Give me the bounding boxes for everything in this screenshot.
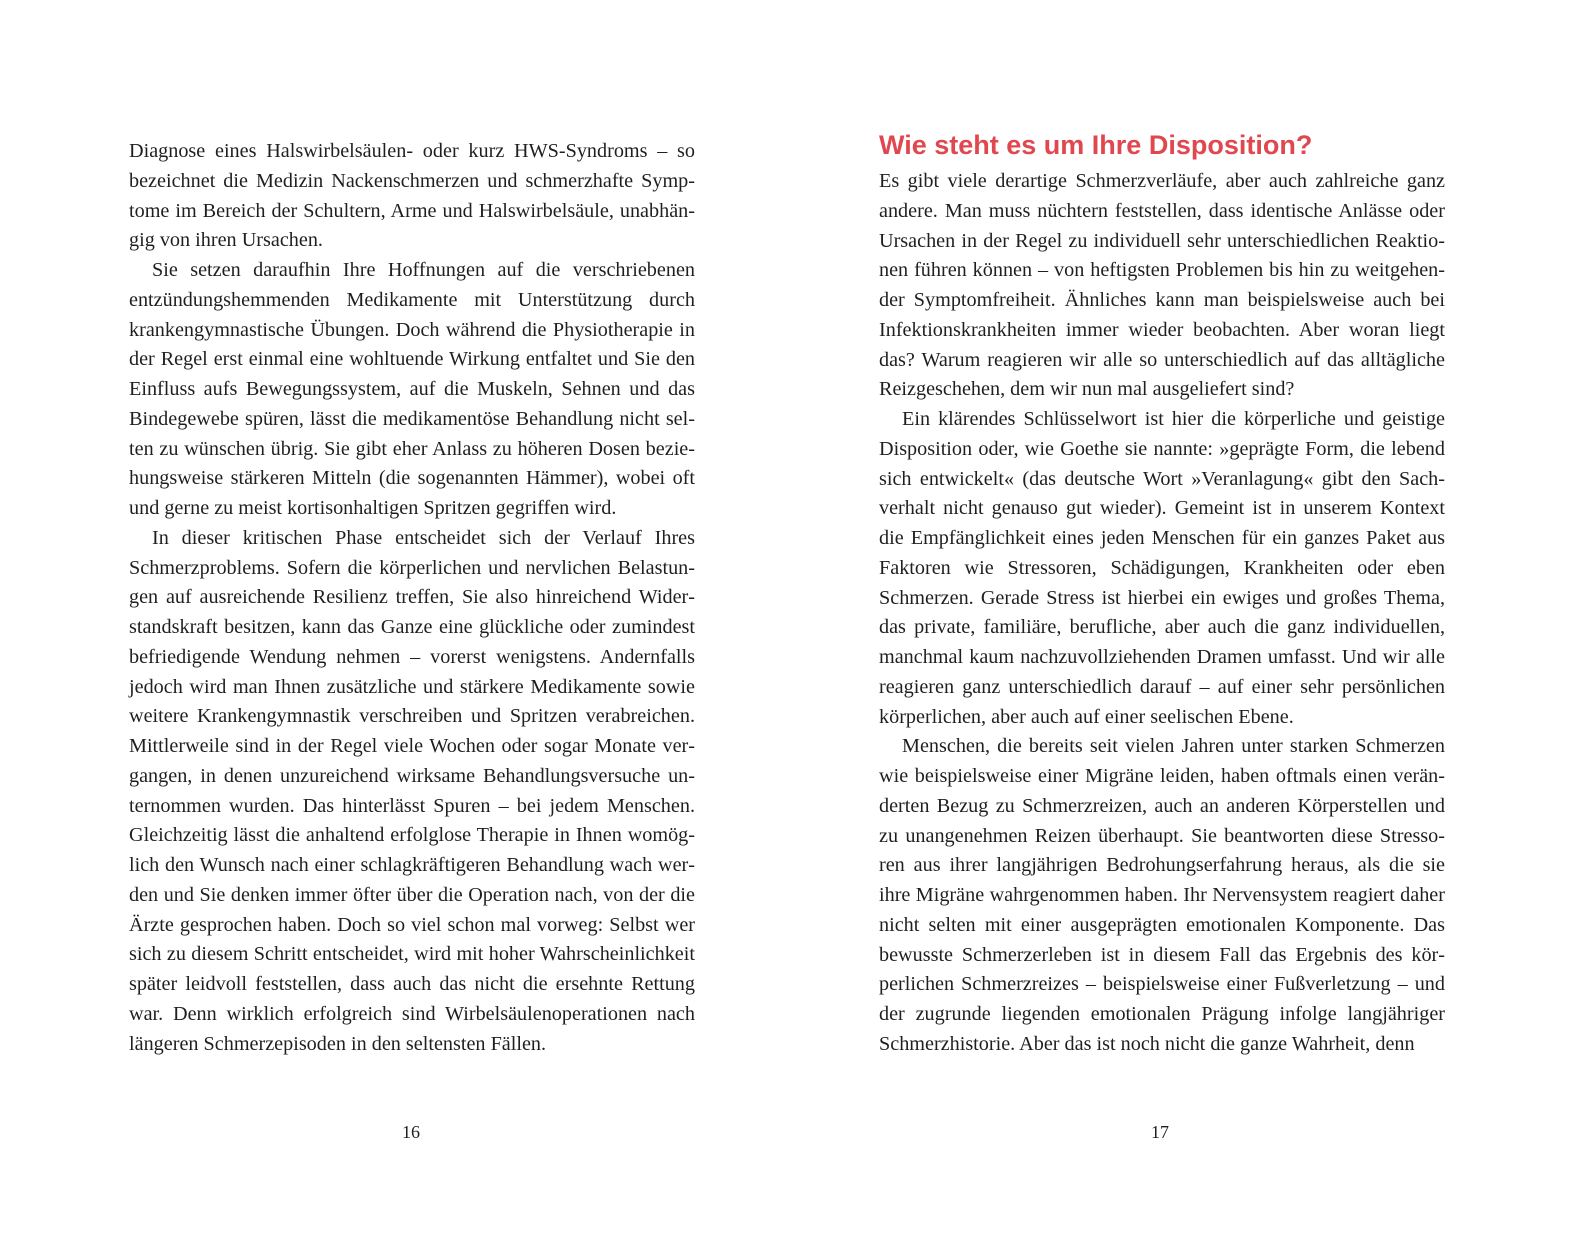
right-page	[797, 0, 1594, 1240]
body-paragraph: In dieser kritischen Phase entscheidet sich der Verlauf Ihres Schmerzproblems. Sofern die körperlichen und nervlichen Belastungen auf ausreichende Resilienz treffen, Sie also hinreichend Widerstandskraft besitzen, kann das Ganze eine glückliche oder zumindest befriedigende Wendung nehmen – vorerst wenigstens. Andernfalls jedoch wird man Ihnen zusätzliche und stärkere Medikamente sowie weitere Krankengymnastik verschreiben und Spritzen verabreichen. Mittlerweile sind in der Regel viele Wochen oder sogar Monate vergangen, in denen unzureichend wirksame Behandlungsversuche unternommen wurden. Das hinterlässt Spuren – bei jedem Menschen. Gleichzeitig lässt die anhaltend erfolglose Therapie in Ihnen womöglich den Wunsch nach einer schlagkräftigeren Behandlung wach werden und Sie denken immer öfter über die Operation nach, von der die Ärzte gesprochen haben. Doch so viel schon mal vorweg: Selbst wer sich zu diesem Schritt entscheidet, wird mit hoher Wahrscheinlichkeit später leidvoll feststellen, dass auch das nicht die ersehnte Rettung war. Denn wirklich erfolgreich sind Wirbelsäulenoperationen nach längeren Schmerzepisoden in den seltensten Fällen.	[129, 526, 695, 1055]
body-paragraph: Diagnose eines Halswirbelsäulen- oder kurz HWS-Syndroms – so bezeichnet die Medizin Nackenschmerzen und schmerzhafte Symptome im Bereich der Schultern, Arme und Halswirbelsäule, unabhängig von ihren Ursachen.	[129, 140, 695, 252]
body-paragraph: Ein klärendes Schlüsselwort ist hier die körperliche und geistige Disposition oder, wie Goethe sie nannte: »geprägte Form, die lebend sich entwickelt« (das deutsche Wort »Veranlagung« gibt den Sachverhalt nicht genauso gut wieder). Gemeint ist in unserem Kontext die Empfänglichkeit eines jeden Menschen für ein ganzes Paket aus Faktoren wie Stressoren, Schädigungen, Krankheiten oder eben Schmerzen. Gerade Stress ist hierbei ein ewiges und großes Thema, das private, familiäre, berufliche, aber auch die ganz individuellen, manchmal kaum nachzuvollziehenden Dramen umfasst. Und wir alle reagieren ganz unterschiedlich darauf – auf einer sehr persönlichen körperlichen, aber auch auf einer seelischen Ebene.	[879, 408, 1445, 728]
body-paragraph: Menschen, die bereits seit vielen Jahren unter starken Schmerzen wie beispielsweise einer Migräne leiden, haben oftmals einen veränderten Bezug zu Schmerzreizen, auch an anderen Körperstellen und zu unangenehmen Reizen überhaupt. Sie beantworten diese Stressoren aus ihrer langjährigen Bedrohungserfahrung heraus, als die sie ihre Migräne wahrgenommen haben. Ihr Nervensystem reagiert daher nicht selten mit einer ausgeprägten emotionalen Komponente. Das bewusste Schmerzerleben ist in diesem Fall das Ergebnis des körperlichen Schmerzreizes – beispielsweise einer Fußverletzung – und der zugrunde liegenden emotionalen Prägung infolge langjähriger Schmerzhistorie. Aber das ist noch nicht die ganze Wahrheit, denn	[879, 735, 1445, 1055]
page-number: 17	[1151, 1122, 1169, 1142]
body-paragraph: Es gibt viele derartige Schmerzverläufe, aber auch zahlreiche ganz andere. Man muss nüchtern feststellen, dass identische Anlässe oder Ursachen in der Regel zu individuell sehr unterschiedlichen Reaktionen führen können – von heftigsten Problemen bis hin zu weitgehender Symptomfreiheit. Ähnliches kann man beispielsweise auch bei Infektionskrankheiten immer wieder beobachten. Aber woran liegt das? Warum reagieren wir alle so unterschiedlich auf das alltägliche Reizgeschehen, dem wir nun mal ausgeliefert sind?	[879, 170, 1445, 401]
right-page-body	[879, 167, 1445, 1060]
body-paragraph: Sie setzen daraufhin Ihre Hoffnungen auf die verschriebenen entzündungshemmenden Medikamente mit Unterstützung durch krankengymnastische Übungen. Doch während die Physiotherapie in der Regel erst einmal eine wohltuende Wirkung entfaltet und Sie den Einfluss aufs Bewegungssystem, auf die Muskeln, Sehnen und das Bindegewebe spüren, lässt die medikamentöse Behandlung nicht selten zu wünschen übrig. Sie gibt eher Anlass zu höheren Dosen beziehungsweise stärkeren Mitteln (die sogenannten Hämmer), wobei oft und gerne zu meist kortisonhaltigen Spritzen gegriffen wird.	[129, 259, 695, 519]
section-heading: Wie steht es um Ihre Disposition?	[879, 130, 1313, 160]
left-page-body	[129, 137, 695, 1059]
page-number: 16	[402, 1122, 420, 1142]
